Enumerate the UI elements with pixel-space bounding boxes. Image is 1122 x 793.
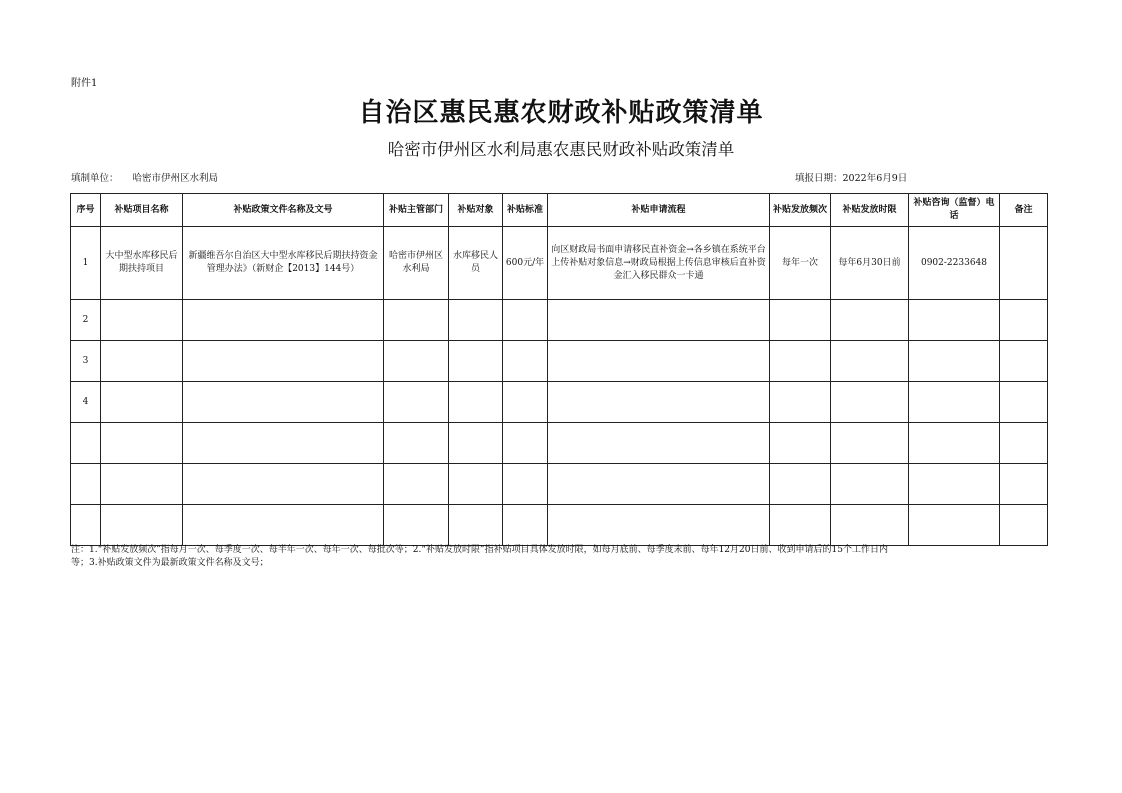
cell-department (384, 382, 449, 423)
cell-frequency (770, 382, 831, 423)
header-document: 补贴政策文件名称及文号 (183, 194, 384, 227)
cell-standard: 600元/年 (503, 227, 548, 300)
cell-target (449, 505, 503, 546)
cell-document (183, 300, 384, 341)
cell-deadline (831, 464, 909, 505)
filing-date-label: 填报日期： (795, 173, 843, 184)
cell-department: 哈密市伊州区水利局 (384, 227, 449, 300)
cell-phone (909, 423, 1000, 464)
cell-deadline: 每年6月30日前 (831, 227, 909, 300)
cell-department (384, 423, 449, 464)
document-title: 自治区惠民惠农财政补贴政策清单 (358, 98, 764, 128)
cell-target (449, 382, 503, 423)
cell-department (384, 505, 449, 546)
cell-department (384, 300, 449, 341)
table-row (71, 341, 1048, 382)
filing-unit-value: 哈密市伊州区水利局 (132, 173, 219, 184)
cell-no (71, 505, 101, 546)
cell-process (548, 464, 770, 505)
cell-project: 大中型水库移民后期扶持项目 (101, 227, 183, 300)
footnote (71, 544, 1031, 570)
cell-no: 3 (71, 341, 101, 382)
attachment-label: 附件1 (71, 78, 98, 89)
cell-deadline (831, 382, 909, 423)
cell-frequency: 每年一次 (770, 227, 831, 300)
cell-phone (909, 341, 1000, 382)
cell-project (101, 423, 183, 464)
cell-no: 4 (71, 382, 101, 423)
cell-target (449, 341, 503, 382)
cell-document (183, 464, 384, 505)
cell-remark (1000, 423, 1048, 464)
cell-standard (503, 300, 548, 341)
cell-standard (503, 505, 548, 546)
cell-deadline (831, 300, 909, 341)
cell-process: 向区财政局书面申请移民直补资金→各乡镇在系统平台上传补贴对象信息→财政局根据上传信息审核后直补资金汇入移民群众一卡通 (548, 227, 770, 300)
cell-frequency (770, 341, 831, 382)
cell-process (548, 505, 770, 546)
cell-remark (1000, 505, 1048, 546)
cell-document (183, 423, 384, 464)
cell-document (183, 341, 384, 382)
cell-standard (503, 423, 548, 464)
cell-no (71, 464, 101, 505)
cell-project (101, 300, 183, 341)
cell-no: 2 (71, 300, 101, 341)
table-header-row (71, 194, 1048, 227)
table-row (71, 505, 1048, 546)
header-target: 补贴对象 (449, 194, 503, 227)
filing-date (795, 170, 907, 184)
cell-remark (1000, 300, 1048, 341)
cell-standard (503, 382, 548, 423)
filing-unit (71, 170, 218, 184)
cell-department (384, 464, 449, 505)
document-subtitle: 哈密市伊州区水利局惠农惠民财政补贴政策清单 (387, 140, 735, 159)
cell-frequency (770, 464, 831, 505)
cell-target (449, 423, 503, 464)
filing-date-value: 2022年6月9日 (842, 173, 908, 184)
cell-remark (1000, 382, 1048, 423)
cell-phone (909, 505, 1000, 546)
cell-phone (909, 382, 1000, 423)
cell-phone: 0902-2233648 (909, 227, 1000, 300)
table-row (71, 423, 1048, 464)
cell-remark (1000, 341, 1048, 382)
cell-phone (909, 464, 1000, 505)
filing-unit-label: 填制单位： (71, 173, 119, 184)
header-process: 补贴申请流程 (548, 194, 770, 227)
cell-no (71, 423, 101, 464)
table-row (71, 464, 1048, 505)
cell-process (548, 341, 770, 382)
cell-document (183, 382, 384, 423)
cell-project (101, 341, 183, 382)
footnote-line-1: 注：1.“补贴发放频次”指每月一次、每季度一次、每半年一次、每年一次、每批次等；2.“补贴发放时限”指补贴项目具体发放时限，如每月底前、每季度末前、每年12月20日前、收到申请后的15个工作日内 (71, 545, 888, 555)
cell-process (548, 382, 770, 423)
cell-frequency (770, 505, 831, 546)
cell-process (548, 423, 770, 464)
cell-department (384, 341, 449, 382)
footnote-line-2: 等；3.补贴政策文件为最新政策文件名称及文号； (71, 558, 269, 568)
header-no: 序号 (71, 194, 101, 227)
header-remark: 备注 (1000, 194, 1048, 227)
cell-project (101, 382, 183, 423)
cell-document: 新疆维吾尔自治区大中型水库移民后期扶持资金管理办法》（新财企【2013】144号） (183, 227, 384, 300)
header-project: 补贴项目名称 (101, 194, 183, 227)
cell-target: 水库移民人员 (449, 227, 503, 300)
header-department: 补贴主管部门 (384, 194, 449, 227)
cell-deadline (831, 423, 909, 464)
policy-table (70, 193, 1048, 546)
header-phone: 补贴咨询（监督）电话 (909, 194, 1000, 227)
cell-standard (503, 341, 548, 382)
cell-frequency (770, 423, 831, 464)
cell-phone (909, 300, 1000, 341)
cell-remark (1000, 227, 1048, 300)
table-row (71, 382, 1048, 423)
header-frequency: 补贴发放频次 (770, 194, 831, 227)
header-standard: 补贴标准 (503, 194, 548, 227)
table-row (71, 227, 1048, 300)
cell-target (449, 300, 503, 341)
cell-no: 1 (71, 227, 101, 300)
cell-project (101, 505, 183, 546)
cell-remark (1000, 464, 1048, 505)
cell-target (449, 464, 503, 505)
cell-deadline (831, 341, 909, 382)
header-deadline: 补贴发放时限 (831, 194, 909, 227)
cell-deadline (831, 505, 909, 546)
cell-process (548, 300, 770, 341)
cell-project (101, 464, 183, 505)
cell-document (183, 505, 384, 546)
table-row (71, 300, 1048, 341)
cell-standard (503, 464, 548, 505)
cell-frequency (770, 300, 831, 341)
